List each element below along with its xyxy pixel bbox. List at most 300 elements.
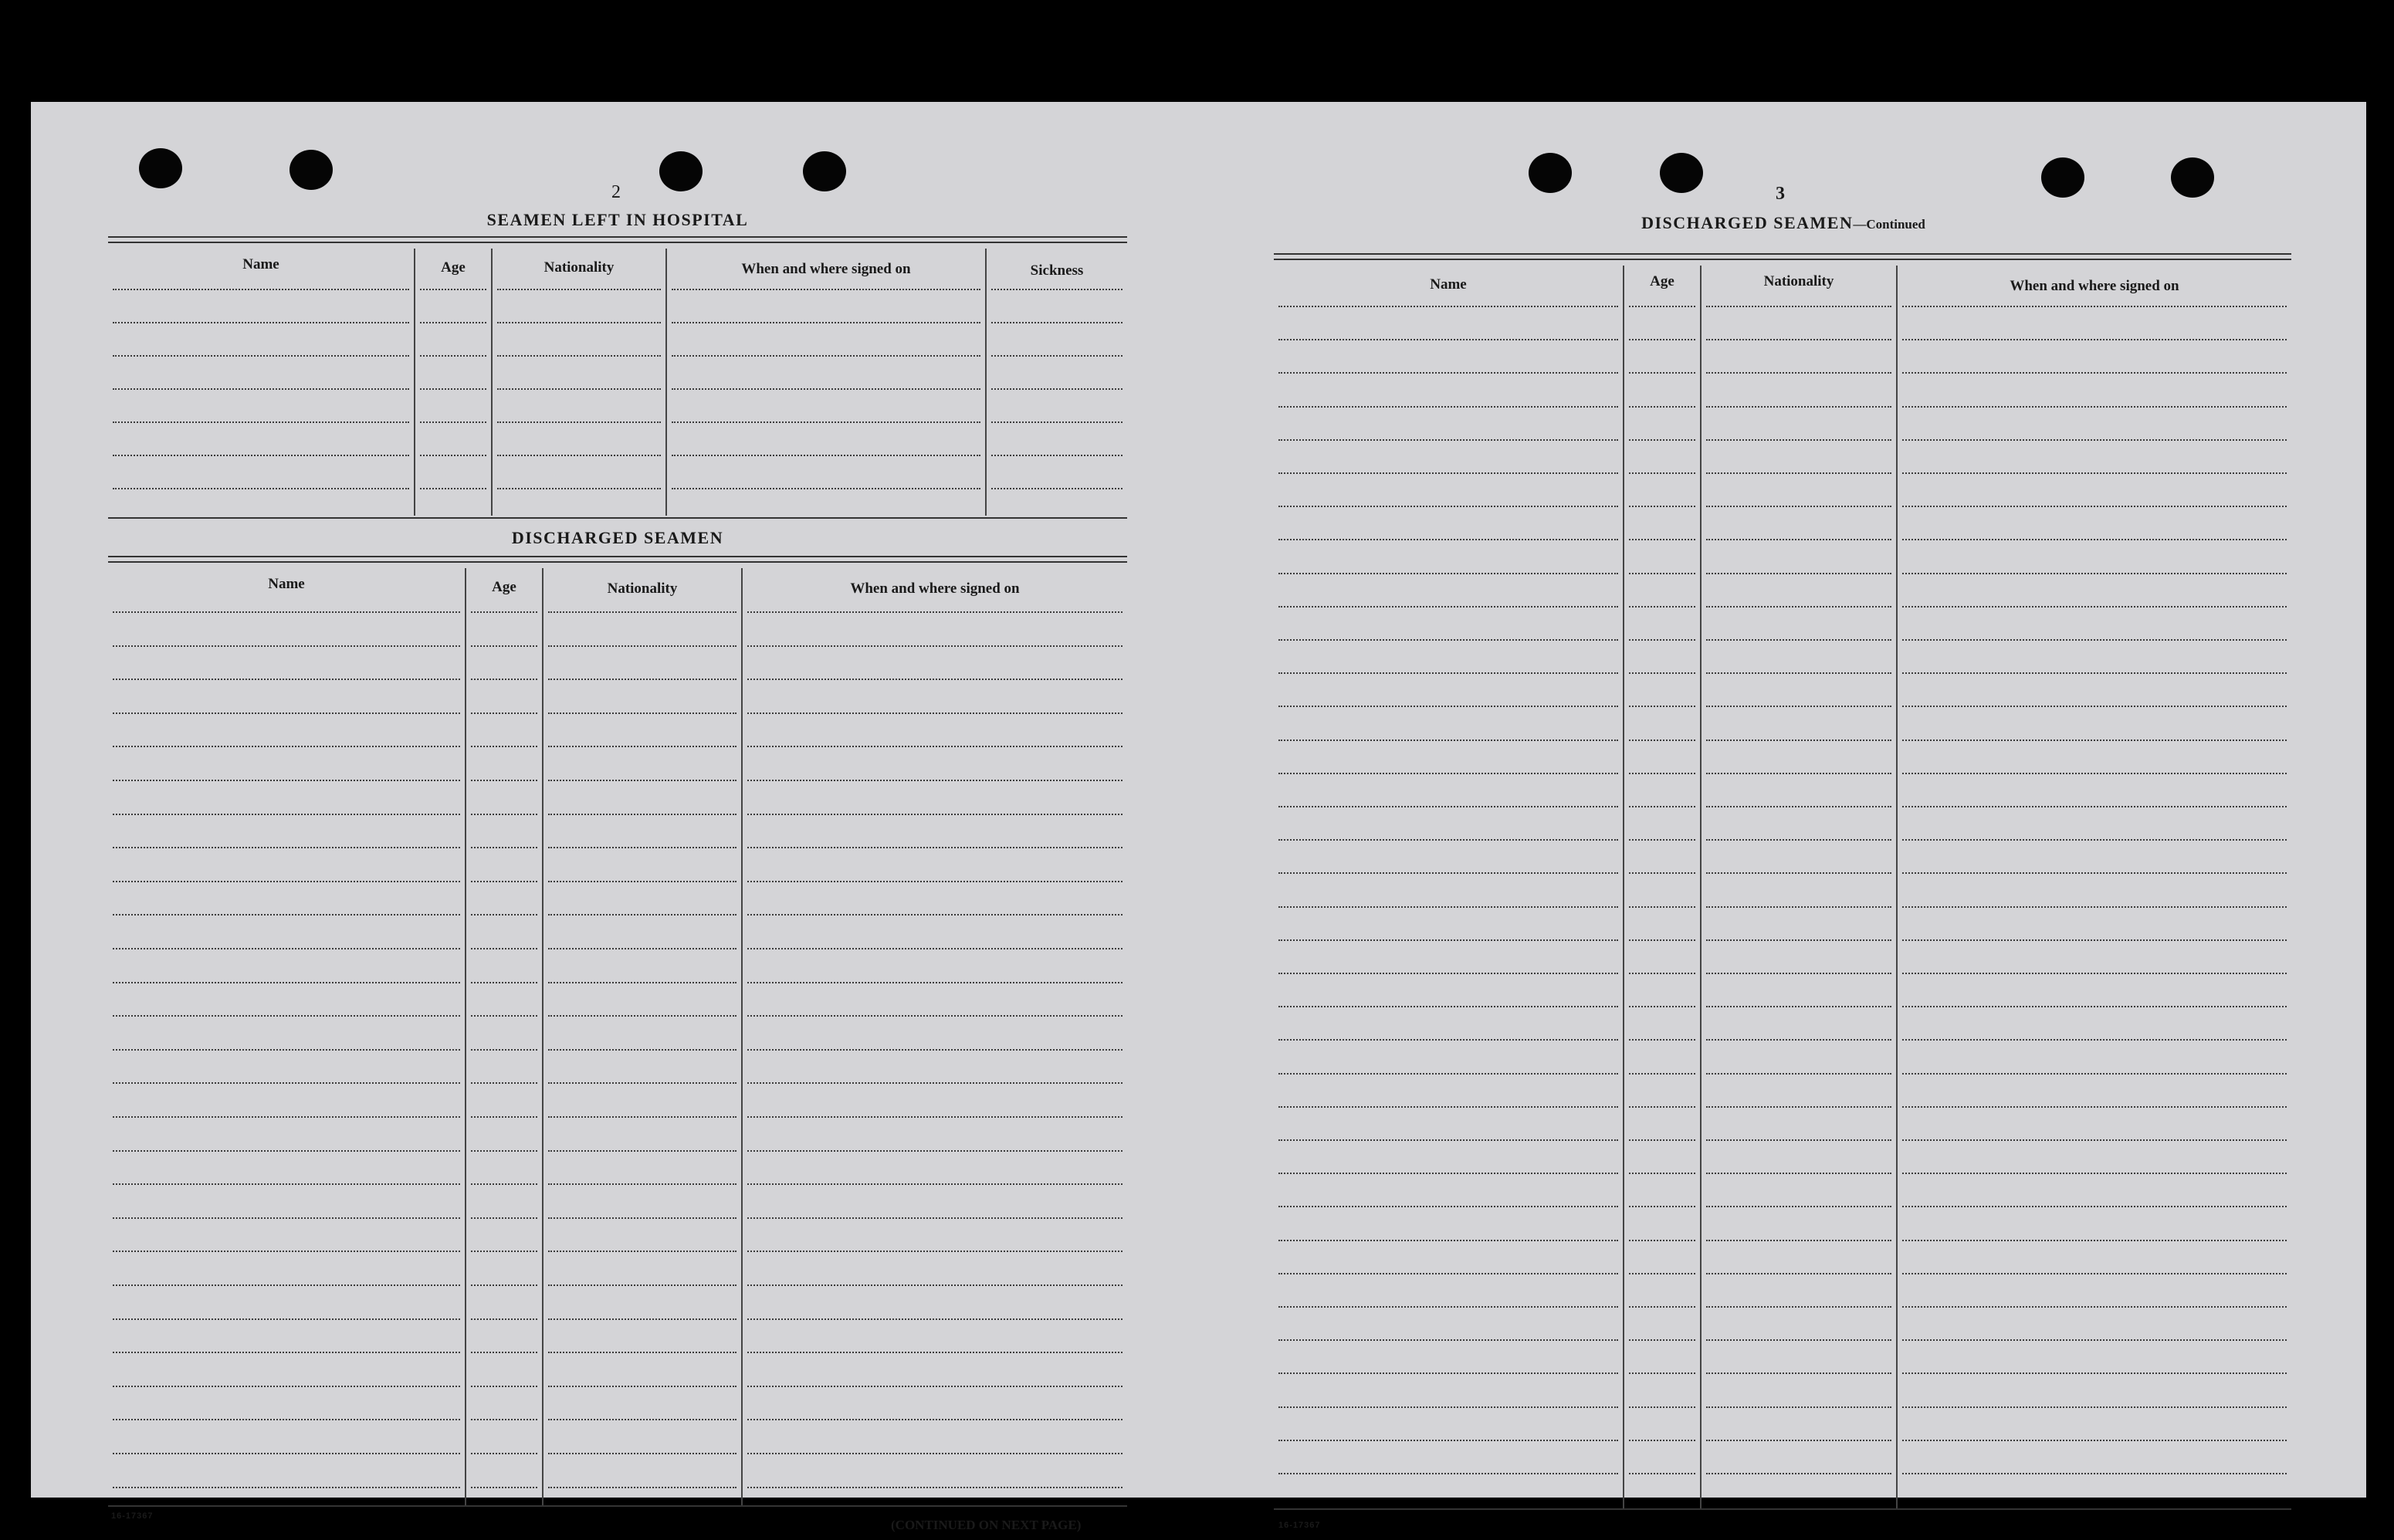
ruled-line <box>747 814 1123 815</box>
title-main: DISCHARGED SEAMEN <box>1641 213 1854 232</box>
ruled-line <box>1629 1006 1695 1007</box>
ruled-line <box>1706 606 1891 608</box>
ruled-line <box>1278 339 1618 340</box>
punch-hole <box>659 151 703 191</box>
ruled-line <box>1629 472 1695 474</box>
ruled-line <box>747 679 1123 680</box>
ruled-line <box>1902 1240 2287 1241</box>
ruled-line <box>548 645 736 647</box>
ruled-line <box>747 645 1123 647</box>
column-header-when-where: When and where signed on <box>850 580 1020 597</box>
ruled-line <box>1629 740 1695 741</box>
column-name <box>1274 266 1623 1508</box>
ruled-line <box>1278 1006 1618 1007</box>
ruled-line <box>1629 539 1695 540</box>
ruled-line <box>113 1082 460 1084</box>
ruled-line <box>113 455 409 456</box>
ruled-line <box>471 814 537 815</box>
column-header-age: Age <box>441 259 466 276</box>
ruled-line <box>1706 573 1891 574</box>
ruled-line <box>1278 1440 1618 1441</box>
ruled-line <box>1629 706 1695 707</box>
column-when-where <box>743 568 1127 1505</box>
ruled-line <box>1706 506 1891 507</box>
ruled-line <box>747 1049 1123 1051</box>
ruled-line <box>1706 773 1891 774</box>
ruled-line <box>1278 539 1618 540</box>
ruled-line <box>1278 773 1618 774</box>
discharged-top-rule-2 <box>108 561 1127 563</box>
ruled-line <box>747 1318 1123 1320</box>
ruled-line <box>471 746 537 747</box>
ruled-line <box>991 455 1123 456</box>
ruled-line <box>548 780 736 781</box>
ruled-line <box>1902 973 2287 974</box>
ruled-line <box>548 1318 736 1320</box>
ruled-line <box>113 982 460 983</box>
ruled-line <box>548 1386 736 1387</box>
ruled-line <box>1706 1440 1891 1441</box>
ruled-line <box>1706 1039 1891 1041</box>
ruled-line <box>1629 1273 1695 1274</box>
column-nationality <box>543 568 741 1505</box>
column-nationality <box>1702 266 1896 1508</box>
ruled-line <box>747 1150 1123 1152</box>
ruled-line <box>1902 1372 2287 1374</box>
ruled-line <box>471 1082 537 1084</box>
column-header-age: Age <box>492 579 516 595</box>
ruled-line <box>1629 1039 1695 1041</box>
continued-note: (CONTINUED ON NEXT PAGE) <box>891 1518 1082 1532</box>
punch-hole <box>290 150 333 190</box>
ruled-line <box>1629 773 1695 774</box>
ruled-line <box>1902 339 2287 340</box>
ruled-line <box>747 1284 1123 1286</box>
ruled-line <box>113 881 460 882</box>
ruled-line <box>1902 506 2287 507</box>
ruled-line <box>747 1082 1123 1084</box>
ruled-line <box>497 355 661 357</box>
ruled-line <box>1706 1206 1891 1207</box>
ruled-line <box>1278 1306 1618 1308</box>
ruled-line <box>548 982 736 983</box>
ruled-line <box>420 289 486 290</box>
column-header-when-where: When and where signed on <box>2010 278 2179 294</box>
ruled-line <box>548 1453 736 1454</box>
ruled-line <box>471 1183 537 1185</box>
ruled-line <box>113 847 460 848</box>
column-sickness <box>987 249 1127 516</box>
ruled-line <box>1278 740 1618 741</box>
ruled-line <box>548 1116 736 1118</box>
column-when-where <box>1898 266 2291 1508</box>
ruled-line <box>1629 439 1695 441</box>
punch-hole <box>1529 153 1572 193</box>
ruled-line <box>471 1487 537 1488</box>
ruled-line <box>672 322 980 323</box>
ruled-line <box>548 1352 736 1353</box>
title-continued: —Continued <box>1853 217 1925 232</box>
ruled-line <box>1902 306 2287 307</box>
column-when-where <box>667 249 985 516</box>
ruled-line <box>747 1453 1123 1454</box>
ruled-line <box>1278 672 1618 674</box>
document-sheet <box>31 102 2366 1532</box>
ruled-line <box>672 488 980 489</box>
ruled-line <box>1278 1073 1618 1075</box>
ruled-line <box>113 914 460 916</box>
ruled-line <box>1706 372 1891 374</box>
ruled-line <box>1629 506 1695 507</box>
ruled-line <box>1278 1473 1618 1474</box>
ruled-line <box>471 847 537 848</box>
ruled-line <box>471 645 537 647</box>
ruled-line <box>1278 1406 1618 1408</box>
ruled-line <box>1278 1240 1618 1241</box>
ruled-line <box>1706 806 1891 807</box>
ruled-line <box>1629 372 1695 374</box>
ruled-line <box>548 847 736 848</box>
ruled-line <box>1706 906 1891 908</box>
ruled-line <box>497 455 661 456</box>
ruled-line <box>1629 1406 1695 1408</box>
ruled-line <box>113 814 460 815</box>
ruled-line <box>672 455 980 456</box>
ruled-line <box>1902 773 2287 774</box>
ruled-line <box>471 611 537 613</box>
ruled-line <box>1706 439 1891 441</box>
ruled-line <box>1629 1473 1695 1474</box>
ruled-line <box>1629 339 1695 340</box>
ruled-line <box>672 289 980 290</box>
ruled-line <box>1902 906 2287 908</box>
ruled-line <box>747 1217 1123 1219</box>
ruled-line <box>1706 1339 1891 1341</box>
ruled-line <box>1902 573 2287 574</box>
ruled-line <box>471 1453 537 1454</box>
ruled-line <box>1902 1173 2287 1174</box>
ruled-line <box>1706 1240 1891 1241</box>
ruled-line <box>1902 1473 2287 1474</box>
ruled-line <box>113 679 460 680</box>
discharged-table-right <box>1274 266 2291 1508</box>
ruled-line <box>1706 839 1891 841</box>
ruled-line <box>548 1015 736 1017</box>
ruled-line <box>1629 1306 1695 1308</box>
ruled-line <box>1629 672 1695 674</box>
ruled-line <box>991 488 1123 489</box>
form-number-left: 16-17367 <box>111 1511 154 1521</box>
ruled-line <box>471 1150 537 1152</box>
ruled-line <box>747 1419 1123 1420</box>
ruled-line <box>1902 1440 2287 1441</box>
ruled-line <box>471 679 537 680</box>
ruled-line <box>1706 406 1891 408</box>
ruled-line <box>1902 406 2287 408</box>
ruled-line <box>1706 639 1891 641</box>
ruled-line <box>1902 872 2287 874</box>
punch-hole <box>139 148 182 188</box>
ruled-line <box>471 1386 537 1387</box>
ruled-line <box>113 1386 460 1387</box>
form-number-right: 16-17367 <box>1278 1521 1321 1530</box>
ruled-line <box>548 1487 736 1488</box>
ruled-line <box>1706 306 1891 307</box>
ruled-line <box>548 1284 736 1286</box>
ruled-line <box>1278 1173 1618 1174</box>
ruled-line <box>747 1251 1123 1252</box>
ruled-line <box>548 1419 736 1420</box>
ruled-line <box>1706 1372 1891 1374</box>
hospital-section-title: SEAMEN LEFT IN HOSPITAL <box>486 210 749 229</box>
ruled-line <box>1902 539 2287 540</box>
ruled-line <box>1902 672 2287 674</box>
ruled-line <box>548 1150 736 1152</box>
ruled-line <box>1629 1206 1695 1207</box>
ruled-line <box>1902 1039 2287 1041</box>
hospital-top-rule-2 <box>108 242 1127 243</box>
ruled-line <box>991 421 1123 423</box>
ruled-line <box>113 289 409 290</box>
ruled-line <box>1706 472 1891 474</box>
ruled-line <box>113 780 460 781</box>
right-top-rule-2 <box>1274 259 2291 260</box>
ruled-line <box>1902 1006 2287 1007</box>
right-top-rule <box>1274 253 2291 255</box>
discharged-table-left <box>108 568 1127 1505</box>
ruled-line <box>747 611 1123 613</box>
ruled-line <box>471 948 537 949</box>
ruled-line <box>1629 1106 1695 1108</box>
ruled-line <box>1629 573 1695 574</box>
ruled-line <box>113 1318 460 1320</box>
ruled-line <box>471 1217 537 1219</box>
ruled-line <box>113 1419 460 1420</box>
ruled-line <box>747 914 1123 916</box>
ruled-line <box>1902 1206 2287 1207</box>
ruled-line <box>991 355 1123 357</box>
ruled-line <box>471 982 537 983</box>
ruled-line <box>1629 1139 1695 1141</box>
ruled-line <box>747 780 1123 781</box>
ruled-line <box>747 1487 1123 1488</box>
ruled-line <box>1706 872 1891 874</box>
ruled-line <box>1902 1339 2287 1341</box>
ruled-line <box>747 1116 1123 1118</box>
hospital-top-rule <box>108 236 1127 238</box>
ruled-line <box>1706 672 1891 674</box>
ruled-line <box>1278 306 1618 307</box>
ruled-line <box>471 1419 537 1420</box>
ruled-line <box>1629 306 1695 307</box>
page-number-left: 2 <box>611 182 621 202</box>
column-header-nationality: Nationality <box>543 259 615 276</box>
ruled-line <box>113 611 460 613</box>
ruled-line <box>497 322 661 323</box>
ruled-line <box>1902 1139 2287 1141</box>
column-header-age: Age <box>1650 273 1674 289</box>
ruled-line <box>420 488 486 489</box>
column-header-name: Name <box>242 256 279 272</box>
ruled-line <box>1629 973 1695 974</box>
column-age <box>1624 266 1700 1508</box>
ruled-line <box>1278 1206 1618 1207</box>
ruled-line <box>113 388 409 390</box>
discharged-top-rule <box>108 556 1127 557</box>
ruled-line <box>497 388 661 390</box>
column-header-nationality: Nationality <box>607 580 678 597</box>
ruled-line <box>113 1284 460 1286</box>
ruled-line <box>1629 839 1695 841</box>
ruled-line <box>1278 939 1618 941</box>
ruled-line <box>113 355 409 357</box>
ruled-line <box>1902 639 2287 641</box>
ruled-line <box>1902 439 2287 441</box>
ruled-line <box>1278 839 1618 841</box>
ruled-line <box>113 1217 460 1219</box>
ruled-line <box>1902 839 2287 841</box>
column-nationality <box>493 249 665 516</box>
right-bottom-rule <box>1274 1508 2291 1510</box>
ruled-line <box>1902 706 2287 707</box>
ruled-line <box>991 289 1123 290</box>
ruled-line <box>1706 740 1891 741</box>
ruled-line <box>1629 1073 1695 1075</box>
ruled-line <box>1278 372 1618 374</box>
ruled-line <box>471 780 537 781</box>
punch-hole <box>803 151 846 191</box>
ruled-line <box>548 611 736 613</box>
ruled-line <box>1902 372 2287 374</box>
ruled-line <box>548 679 736 680</box>
ruled-line <box>1278 1139 1618 1141</box>
ruled-line <box>1706 1173 1891 1174</box>
ruled-line <box>113 488 409 489</box>
ruled-line <box>113 712 460 714</box>
column-name <box>108 249 414 516</box>
ruled-line <box>1706 1306 1891 1308</box>
ruled-line <box>548 948 736 949</box>
ruled-line <box>1278 472 1618 474</box>
ruled-line <box>1902 1073 2287 1075</box>
ruled-line <box>548 712 736 714</box>
column-header-nationality: Nationality <box>1763 273 1834 289</box>
ruled-line <box>1278 606 1618 608</box>
ruled-line <box>1706 939 1891 941</box>
ruled-line <box>1706 973 1891 974</box>
ruled-line <box>672 355 980 357</box>
ruled-line <box>1706 1473 1891 1474</box>
ruled-line <box>1902 1406 2287 1408</box>
ruled-line <box>497 421 661 423</box>
ruled-line <box>113 1251 460 1252</box>
ruled-line <box>471 1318 537 1320</box>
ruled-line <box>1278 439 1618 441</box>
ruled-line <box>548 1251 736 1252</box>
ruled-line <box>1278 806 1618 807</box>
ruled-line <box>113 1183 460 1185</box>
ruled-line <box>1629 939 1695 941</box>
column-age <box>415 249 491 516</box>
discharged-bottom-rule-left <box>108 1505 1127 1507</box>
ruled-line <box>1629 806 1695 807</box>
ruled-line <box>1706 1406 1891 1408</box>
ruled-line <box>747 847 1123 848</box>
column-header-name: Name <box>1430 276 1467 293</box>
ruled-line <box>672 388 980 390</box>
ruled-line <box>113 1352 460 1353</box>
ruled-line <box>471 1015 537 1017</box>
ruled-line <box>113 1487 460 1488</box>
ruled-line <box>471 1251 537 1252</box>
ruled-line <box>1706 339 1891 340</box>
ruled-line <box>1706 1073 1891 1075</box>
ruled-line <box>1706 1106 1891 1108</box>
hospital-table <box>108 249 1127 516</box>
ruled-line <box>747 712 1123 714</box>
ruled-line <box>1902 939 2287 941</box>
ruled-line <box>497 488 661 489</box>
ruled-line <box>1902 606 2287 608</box>
ruled-line <box>1278 406 1618 408</box>
ruled-line <box>471 1284 537 1286</box>
ruled-line <box>1629 639 1695 641</box>
ruled-line <box>548 814 736 815</box>
ruled-line <box>747 1352 1123 1353</box>
punch-hole <box>2171 157 2214 198</box>
ruled-line <box>747 881 1123 882</box>
column-header-name: Name <box>268 576 305 592</box>
ruled-line <box>747 746 1123 747</box>
ruled-line <box>1278 573 1618 574</box>
ruled-line <box>1629 1339 1695 1341</box>
ruled-line <box>548 746 736 747</box>
ruled-line <box>1706 1273 1891 1274</box>
ruled-line <box>113 1116 460 1118</box>
ruled-line <box>991 388 1123 390</box>
ruled-line <box>747 982 1123 983</box>
ruled-line <box>747 948 1123 949</box>
ruled-line <box>1902 472 2287 474</box>
ruled-line <box>1278 973 1618 974</box>
ruled-line <box>420 355 486 357</box>
ruled-line <box>1278 1339 1618 1341</box>
ruled-line <box>747 1183 1123 1185</box>
ruled-line <box>113 322 409 323</box>
ruled-line <box>1902 1306 2287 1308</box>
ruled-line <box>471 1049 537 1051</box>
ruled-line <box>1629 872 1695 874</box>
ruled-line <box>1278 1039 1618 1041</box>
page-number-right: 3 <box>1776 184 1785 204</box>
ruled-line <box>471 914 537 916</box>
ruled-line <box>113 1150 460 1152</box>
ruled-line <box>1278 706 1618 707</box>
ruled-line <box>113 1453 460 1454</box>
column-age <box>466 568 542 1505</box>
ruled-line <box>420 455 486 456</box>
hospital-bottom-rule <box>108 517 1127 519</box>
ruled-line <box>471 1116 537 1118</box>
punch-hole <box>1660 153 1703 193</box>
ruled-line <box>1278 506 1618 507</box>
ruled-line <box>1706 1139 1891 1141</box>
ruled-line <box>1278 1106 1618 1108</box>
ruled-line <box>1629 1240 1695 1241</box>
ruled-line <box>1629 1440 1695 1441</box>
ruled-line <box>113 645 460 647</box>
ruled-line <box>1902 1106 2287 1108</box>
